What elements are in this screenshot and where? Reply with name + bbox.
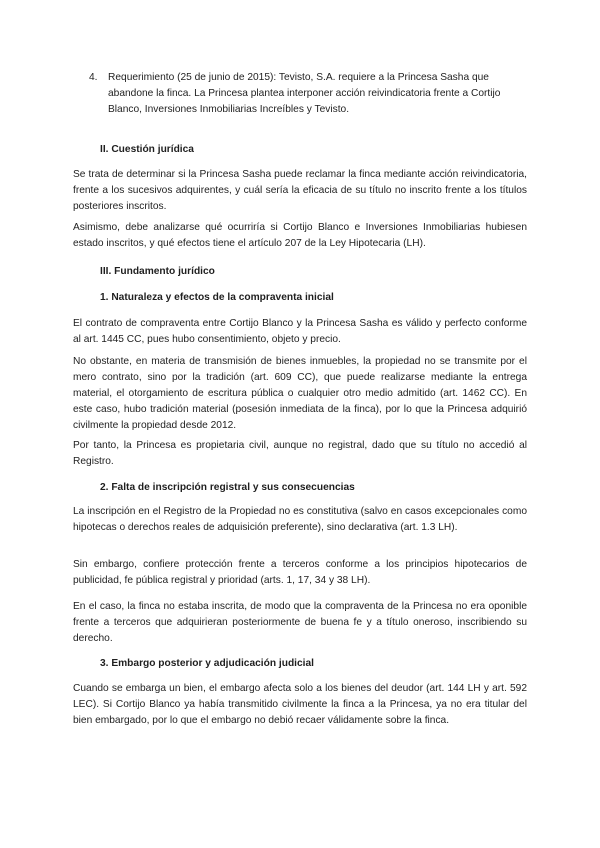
- paragraph: Se trata de determinar si la Princesa Sasha puede reclamar la finca mediante acción reivindicatoria, frente a los sucesivos adquirentes, y cuál sería la eficacia de su título no inscrito frente a los títulos posteriores inscritos.: [73, 169, 527, 212]
- paragraph: Asimismo, debe analizarse qué ocurriría si Cortijo Blanco e Inversiones Inmobiliarias hubiesen estado inscritos, y qué efectos tiene el artículo 207 de la Ley Hipotecaria (LH).: [73, 222, 527, 249]
- list-item-text: Requerimiento (25 de junio de 2015): Tevisto, S.A. requiere a la Princesa Sasha que abandone la finca. La Princesa plantea interponer acción reivindicatoria frente a Cortijo Blanco, Inversiones Inmobiliarias Increíbles y Tevisto.: [108, 72, 501, 115]
- paragraph: Por tanto, la Princesa es propietaria civil, aunque no registral, dado que su título no accedió al Registro.: [73, 440, 527, 467]
- paragraph: La inscripción en el Registro de la Propiedad no es constitutiva (salvo en casos excepcionales como hipotecas o derechos reales de adquisición preferente), sino declarativa (art. 1.3 LH).: [73, 506, 527, 533]
- paragraph: No obstante, en materia de transmisión de bienes inmuebles, la propiedad no se transmite por el mero contrato, sino por la tradición (art. 609 CC), que puede realizarse mediante la entrega material, el otorgamiento de escritura pública o cualquier otro medio admitido (art. 1462 CC). En este caso, hubo tradición material (posesión inmediata de la finca), por lo que la Princesa adquirió civilmente la propiedad desde 2012.: [73, 356, 527, 431]
- list-item-number: 4.: [89, 72, 98, 83]
- subsection-heading-compraventa: 1. Naturaleza y efectos de la compraventa inicial: [100, 292, 334, 303]
- paragraph: El contrato de compraventa entre Cortijo Blanco y la Princesa Sasha es válido y perfecto conforme al art. 1445 CC, pues hubo consentimiento, objeto y precio.: [73, 318, 527, 345]
- section-heading-cuestion-juridica: II. Cuestión jurídica: [100, 144, 194, 155]
- paragraph: Cuando se embarga un bien, el embargo afecta solo a los bienes del deudor (art. 144 LH y art. 592 LEC). Si Cortijo Blanco ya había transmitido civilmente la finca a la Princesa, ya no era titular del bien embargado, por lo que el embargo no debió recaer válidamente sobre la finca.: [73, 683, 527, 726]
- subsection-heading-embargo: 3. Embargo posterior y adjudicación judicial: [100, 658, 314, 669]
- list-item-4: [91, 70, 527, 118]
- section-heading-fundamento-juridico: III. Fundamento jurídico: [100, 266, 215, 277]
- paragraph: Sin embargo, confiere protección frente a terceros conforme a los principios hipotecarios de publicidad, fe pública registral y prioridad (arts. 1, 17, 34 y 38 LH).: [73, 559, 527, 586]
- paragraph: En el caso, la finca no estaba inscrita, de modo que la compraventa de la Princesa no era oponible frente a terceros que adquirieran posteriormente de buena fe y a título oneroso, inscribiendo su derecho.: [73, 601, 527, 644]
- subsection-heading-inscripcion: 2. Falta de inscripción registral y sus consecuencias: [100, 482, 355, 493]
